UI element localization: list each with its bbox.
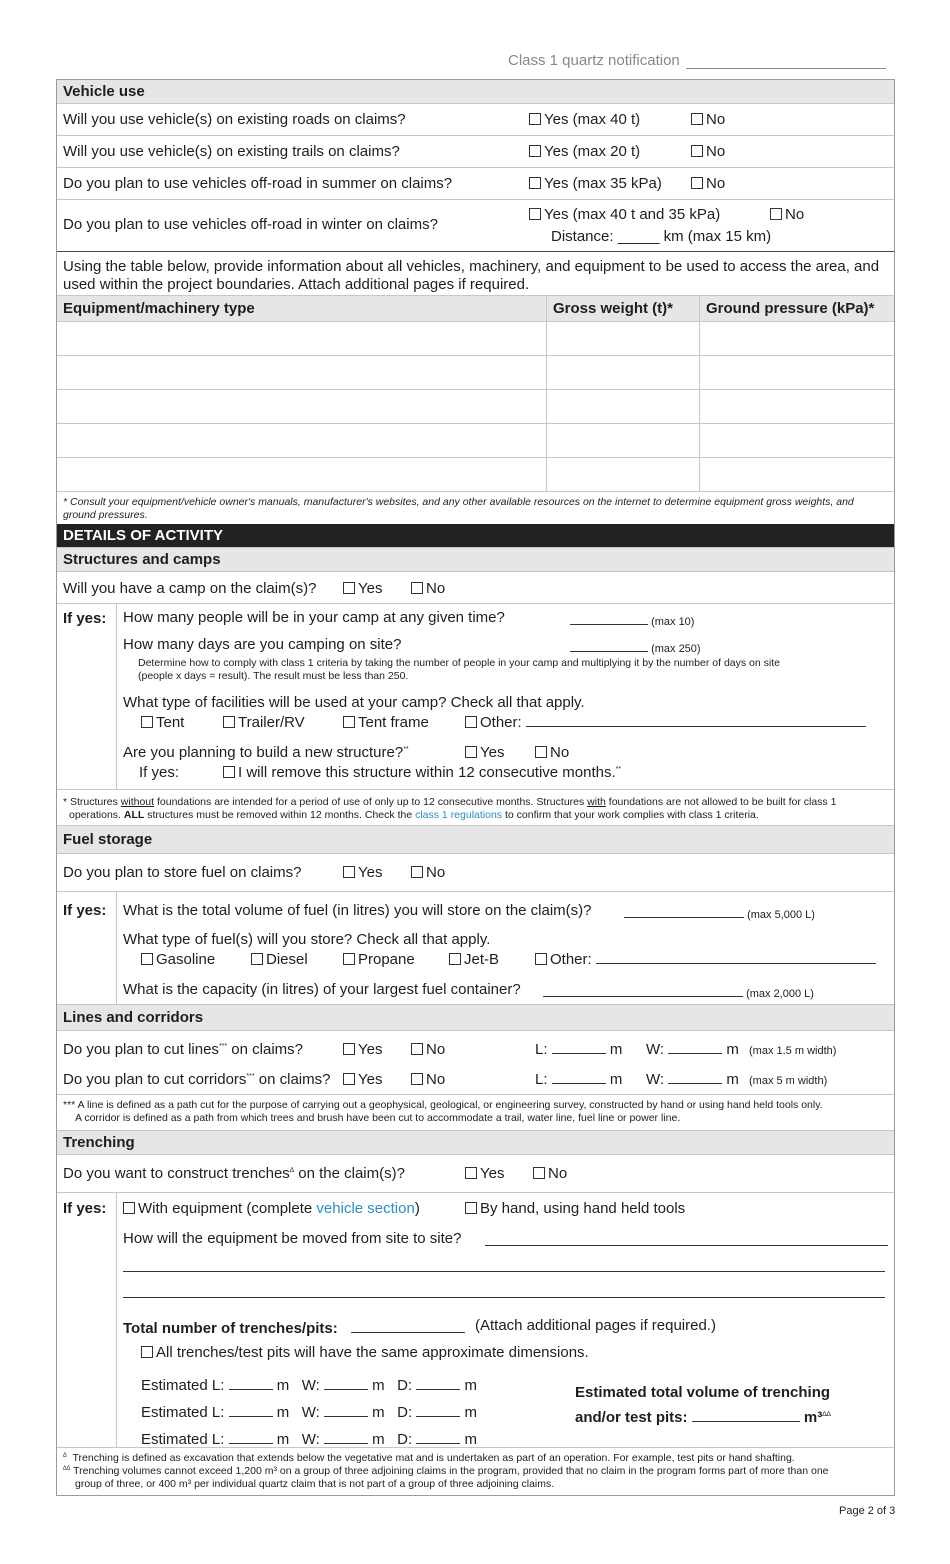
table-row[interactable] <box>57 322 894 356</box>
class-1-regulations-link[interactable]: class 1 regulations <box>415 809 503 821</box>
people-field[interactable]: (max 10) <box>570 613 694 628</box>
trailer-checkbox[interactable]: Trailer/RV <box>223 714 305 731</box>
remove-structure-checkbox[interactable]: I will remove this structure within 12 consecutive months.** <box>223 764 621 781</box>
vehicle-section-link[interactable]: vehicle section <box>316 1200 415 1217</box>
notification-field[interactable] <box>686 55 886 69</box>
tent-checkbox[interactable]: Tent <box>141 714 184 731</box>
propane-checkbox[interactable]: Propane <box>343 951 415 968</box>
row-roads: Will you use vehicle(s) on existing roads on claims? Yes (max 40 t) No <box>57 104 894 136</box>
same-dimensions-checkbox[interactable]: All trenches/test pits will have the same approximate dimensions. <box>141 1344 589 1361</box>
winter-distance-field[interactable]: Distance: _____ km (max 15 km) <box>551 228 772 245</box>
summer-yes-checkbox[interactable]: Yes (max 35 kPa) <box>529 175 662 192</box>
facility-other-checkbox[interactable]: Other: <box>465 714 866 731</box>
section-fuel-storage: Fuel storage <box>57 826 894 854</box>
section-structures-camps: Structures and camps <box>57 548 894 572</box>
moved-line-2[interactable] <box>123 1271 885 1272</box>
total-trenches-field[interactable] <box>351 1321 465 1333</box>
lines-rows: Do you plan to cut lines*** on claims? Yes No L: m W: m (max 1.5 m width) Do you plan to cut corridors*** on claims? Yes No L: m W: m (max 5 m width) <box>57 1031 894 1095</box>
page-number: Page 2 of 3 <box>839 1505 896 1517</box>
trench-yes-checkbox[interactable]: Yes <box>465 1165 504 1182</box>
summer-no-checkbox[interactable]: No <box>691 175 725 192</box>
lines-footnote: *** A line is defined as a path cut for the purpose of carrying out a geophysical, geological, or engineering survey, constructed by hand or using hand held tools only. A corridor is defined as a path from which trees and brush have been cut to accommodate a trail, water line, fuel line or power line. <box>57 1095 894 1131</box>
trails-yes-checkbox[interactable]: Yes (max 20 t) <box>529 143 640 160</box>
trench-dims-row-2[interactable]: Estimated L: m W: m D: m <box>141 1404 477 1421</box>
winter-yes-checkbox[interactable]: Yes (max 40 t and 35 kPa) <box>529 206 720 223</box>
fuel-other-checkbox[interactable]: Other: <box>535 951 876 968</box>
winter-no-checkbox[interactable]: No <box>770 206 804 223</box>
lines-yes-checkbox[interactable]: Yes <box>343 1041 382 1058</box>
days-field[interactable]: (max 250) <box>570 640 701 655</box>
jet-b-checkbox[interactable]: Jet-B <box>449 951 499 968</box>
row-trench: Do you want to construct trenches∆ on the claim(s)? Yes No <box>57 1155 894 1193</box>
fuel-volume-field[interactable]: (max 5,000 L) <box>624 906 815 921</box>
row-fuel: Do you plan to store fuel on claims? Yes No <box>57 854 894 892</box>
table-row[interactable] <box>57 390 894 424</box>
table-row[interactable] <box>57 458 894 492</box>
trenching-footnote: ∆ Trenching is defined as excavation that extends below the vegetative mat and is undertaken as part of an operation. For example, test pits or hand shafting. ∆∆ Trenching volumes cannot exceed 1,200 m³ on a group of three adjoining claims in the program, provided that no claim in the program forms part of more than one group of three, or 400 m³ per individual quartz claim that is not part of a group of three adjoining claims. <box>63 1452 829 1490</box>
row-summer: Do you plan to use vehicles off-road in summer on claims? Yes (max 35 kPa) No <box>57 168 894 200</box>
vehicle-instructions: Using the table below, provide information about all vehicles, machinery, and equipment to be used to access the area, and used within the project boundaries. Attach additional pages if required. <box>57 252 894 296</box>
gasoline-checkbox[interactable]: Gasoline <box>141 951 215 968</box>
section-vehicle-use: Vehicle use <box>57 80 894 104</box>
trench-dims-row-1[interactable]: Estimated L: m W: m D: m <box>141 1377 477 1394</box>
by-hand-checkbox[interactable]: By hand, using hand held tools <box>465 1200 685 1217</box>
total-volume-field[interactable]: and/or test pits: m³∆∆ <box>575 1409 831 1426</box>
corridors-length-field[interactable]: L: m <box>535 1071 623 1088</box>
corridors-no-checkbox[interactable]: No <box>411 1071 445 1088</box>
camp-yes-checkbox[interactable]: Yes <box>343 580 382 597</box>
trench-dims-row-3[interactable]: Estimated L: m W: m D: m <box>141 1431 477 1448</box>
fuel-no-checkbox[interactable]: No <box>411 864 445 881</box>
fuel-details: If yes: What is the total volume of fuel (in litres) you will store on the claim(s)? (max 5,000 L) What type of fuel(s) will you store? Check all that apply. Gasoline Diesel Propane Jet-B Other: What is the capacity (in litres) of your largest fuel container? (max 2,000 L) <box>57 892 894 1005</box>
section-lines-corridors: Lines and corridors <box>57 1005 894 1031</box>
structures-footnote: * Structures without foundations are intended for a period of use of only up to 12 consecutive months. Structures with foundations are not allowed to be built for class 1 operations. ALL structures must be removed within 12 months. Check the class 1 regulations to confirm that your work complies with class 1 criteria. <box>57 790 894 826</box>
table-row[interactable] <box>57 356 894 390</box>
form-page <box>56 79 895 1496</box>
corridors-width-field[interactable]: W: m <box>646 1071 739 1088</box>
structure-no-checkbox[interactable]: No <box>535 744 569 761</box>
moved-line-1[interactable] <box>485 1245 888 1246</box>
row-winter: Do you plan to use vehicles off-road in winter on claims? Yes (max 40 t and 35 kPa) No Distance: _____ km (max 15 km) <box>57 200 894 252</box>
structure-yes-checkbox[interactable]: Yes <box>465 744 504 761</box>
fuel-yes-checkbox[interactable]: Yes <box>343 864 382 881</box>
roads-no-checkbox[interactable]: No <box>691 111 725 128</box>
equipment-footnote: * Consult your equipment/vehicle owner's manuals, manufacturer's websites, and any other available resources on the internet to determine equipment gross weights, and ground pressures. <box>63 496 854 521</box>
row-camp: Will you have a camp on the claim(s)? Yes No <box>57 572 894 604</box>
diesel-checkbox[interactable]: Diesel <box>251 951 308 968</box>
with-equipment-checkbox[interactable]: With equipment (complete vehicle section) <box>123 1200 420 1217</box>
trails-no-checkbox[interactable]: No <box>691 143 725 160</box>
corridors-yes-checkbox[interactable]: Yes <box>343 1071 382 1088</box>
new-structure-question: Are you planning to build a new structure?** <box>123 744 409 761</box>
details-of-activity-heading: DETAILS OF ACTIVITY <box>57 524 894 548</box>
lines-no-checkbox[interactable]: No <box>411 1041 445 1058</box>
lines-width-field[interactable]: W: m <box>646 1041 739 1058</box>
camp-no-checkbox[interactable]: No <box>411 580 445 597</box>
notification-label: Class 1 quartz notification <box>508 52 886 69</box>
section-trenching: Trenching <box>57 1131 894 1155</box>
trench-no-checkbox[interactable]: No <box>533 1165 567 1182</box>
fuel-capacity-field[interactable]: (max 2,000 L) <box>543 985 814 1000</box>
lines-length-field[interactable]: L: m <box>535 1041 623 1058</box>
roads-yes-checkbox[interactable]: Yes (max 40 t) <box>529 111 640 128</box>
moved-line-3[interactable] <box>123 1297 885 1298</box>
row-trails: Will you use vehicle(s) on existing trails on claims? Yes (max 20 t) No <box>57 136 894 168</box>
equipment-table-header: Equipment/machinery type Gross weight (t)* Ground pressure (kPa)* <box>57 296 894 322</box>
table-row[interactable] <box>57 424 894 458</box>
trench-details: If yes: With equipment (complete vehicle section) By hand, using hand held tools How will the equipment be moved from site to site? Total number of trenches/pits: (Attach additional pages if required.) All trenches/test pits will have the same approximate dimensions. Estimated L: m W: m D: m Estimated L: m W: m D: m Estimated L: m W: m D: m Estimated total volume of trenching and/or test pits: m³∆∆ <box>57 1193 894 1448</box>
camp-details: If yes: How many people will be in your camp at any given time? (max 10) How many days are you camping on site? (max 250) Determine how to comply with class 1 criteria by taking the number of people in your camp and multiplying it by the number of days on site (people x days = result). The result must be less than 250. What type of facilities will be used at your camp? Check all that apply. Tent Trailer/RV Tent frame Other: Are you planning to build a new structure?** Yes No If yes: I will remove this structure within 12 consecutive months.** <box>57 604 894 790</box>
tent-frame-checkbox[interactable]: Tent frame <box>343 714 429 731</box>
